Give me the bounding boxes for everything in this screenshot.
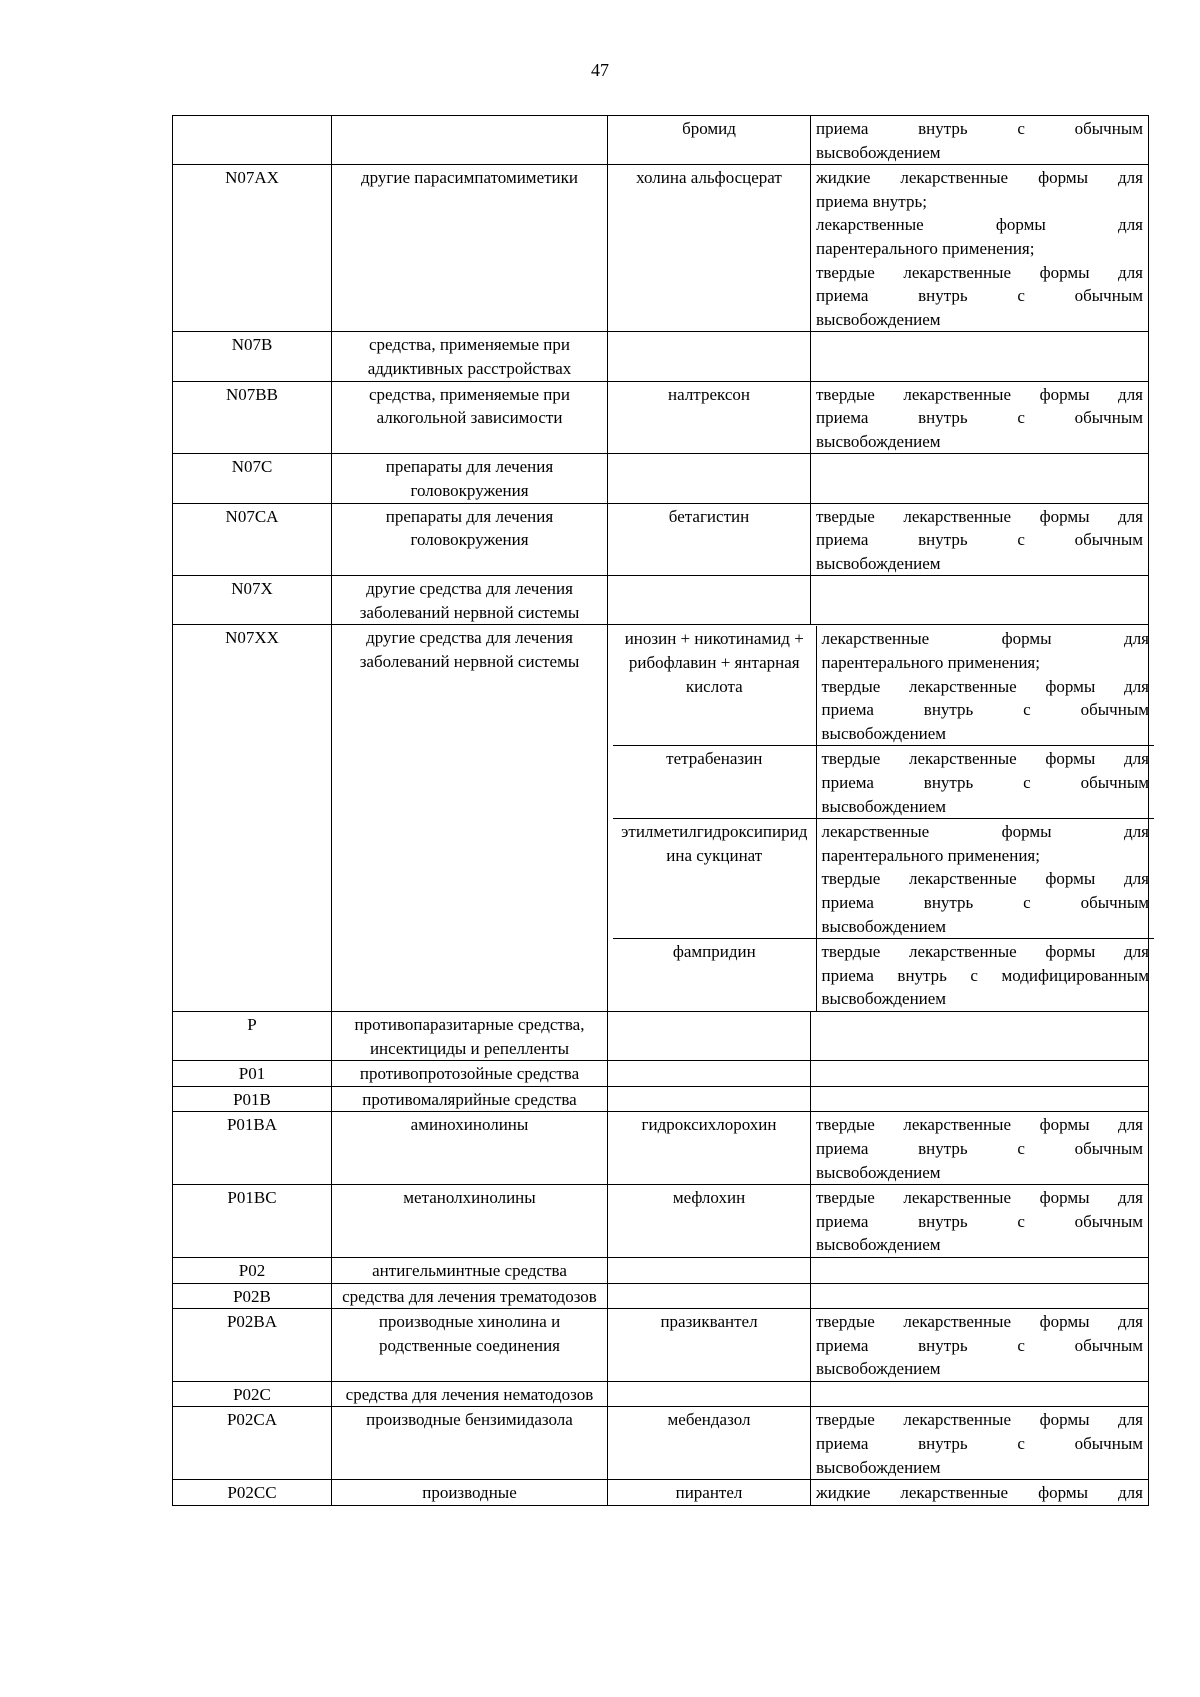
atc-group-cell: средства для лечения трематодозов: [332, 1283, 608, 1309]
dosage-form-line: твердые лекарственные формы для: [816, 1410, 1143, 1430]
dosage-form-line: твердые лекарственные формы для: [816, 262, 1143, 282]
dosage-forms-cell: [811, 381, 1149, 454]
dosage-forms-cell: [811, 1381, 1149, 1407]
dosage-form-line: приема внутрь;: [816, 191, 927, 211]
table-row: [173, 625, 1149, 1012]
atc-group-cell: противопаразитарные средства, инсектициды и репелленты: [332, 1011, 608, 1060]
table-row: [173, 1185, 1149, 1258]
table-row: [173, 1381, 1149, 1407]
dosage-form-line: приема внутрь с обычным: [816, 1138, 1143, 1158]
dosage-form-line: высвобождением: [821, 989, 947, 1009]
dosage-forms-cell: [811, 116, 1149, 165]
atc-group-cell: средства, применяемые при аддиктивных расстройствах: [332, 332, 608, 381]
atc-group-cell: другие средства для лечения заболеваний нервной системы: [332, 625, 608, 1012]
table-row: [173, 332, 1149, 381]
atc-group-cell: средства, применяемые при алкогольной зависимости: [332, 381, 608, 454]
dosage-forms-cell: [811, 332, 1149, 381]
dosage-form-line: приема внутрь с обычным: [816, 1434, 1143, 1454]
atc-code-cell: N07XX: [173, 625, 332, 1012]
drug-name-cell: [608, 1257, 811, 1283]
drug-name-cell: [608, 1283, 811, 1309]
table-row: [173, 1112, 1149, 1185]
dosage-form-line: высвобождением: [816, 1235, 941, 1255]
dosage-form-line: парентерального применения;: [821, 845, 1040, 865]
atc-group-cell: метанолхинолины: [332, 1185, 608, 1258]
dosage-forms-cell: [811, 454, 1149, 503]
dosage-form-line: лекарственные формы для: [816, 215, 1143, 235]
atc-group-cell: другие парасимпатомиметики: [332, 165, 608, 332]
table-body: [173, 116, 1149, 1506]
dosage-form-line: приема внутрь с обычным: [816, 408, 1143, 428]
atc-code-cell: P02C: [173, 1381, 332, 1407]
dosage-form-line: высвобождением: [816, 1359, 941, 1379]
table-row: [173, 1407, 1149, 1480]
atc-group-cell: аминохинолины: [332, 1112, 608, 1185]
dosage-form-line: высвобождением: [816, 1162, 941, 1182]
dosage-form-line: приема внутрь с модифицированным: [821, 965, 1149, 985]
dosage-form-line: твердые лекарственные формы для: [816, 384, 1143, 404]
dosage-forms-cell: [811, 1283, 1149, 1309]
dosage-forms-cell: [816, 626, 1154, 745]
drug-name-cell: [608, 1061, 811, 1087]
atc-code-cell: P01BC: [173, 1185, 332, 1258]
dosage-form-line: лекарственные формы для: [821, 629, 1149, 649]
dosage-form-line: высвобождением: [816, 1457, 941, 1477]
table-row: [173, 116, 1149, 165]
atc-code-cell: N07B: [173, 332, 332, 381]
atc-group-cell: производные бензимидазола: [332, 1407, 608, 1480]
drug-name-cell: холина альфосцерат: [608, 165, 811, 332]
atc-group-cell: средства для лечения нематодозов: [332, 1381, 608, 1407]
atc-group-cell: препараты для лечения головокружения: [332, 503, 608, 576]
dosage-forms-cell: [816, 746, 1154, 819]
dosage-form-line: твердые лекарственные формы для: [816, 1115, 1143, 1135]
drug-name-cell: тетрабеназин: [613, 746, 816, 819]
atc-group-cell: противомалярийные средства: [332, 1086, 608, 1112]
drug-name-cell: налтрексон: [608, 381, 811, 454]
drug-name-cell: празиквантел: [608, 1309, 811, 1382]
drug-name-cell: мефлохин: [608, 1185, 811, 1258]
table-row: [173, 503, 1149, 576]
dosage-form-line: твердые лекарственные формы для: [816, 1312, 1143, 1332]
atc-group-cell: противопротозойные средства: [332, 1061, 608, 1087]
atc-code-cell: N07C: [173, 454, 332, 503]
dosage-forms-cell: [811, 1185, 1149, 1258]
dosage-form-line: высвобождением: [816, 553, 941, 573]
atc-group-cell: производные хинолина и родственные соединения: [332, 1309, 608, 1382]
atc-group-cell: [332, 116, 608, 165]
dosage-form-line: парентерального применения;: [821, 653, 1040, 673]
dosage-forms-cell: [811, 1407, 1149, 1480]
dosage-form-line: высвобождением: [816, 431, 941, 451]
drug-name-cell: [608, 1011, 811, 1060]
drug-name-cell: [608, 332, 811, 381]
drug-entries-cell: [608, 625, 1149, 1012]
dosage-forms-cell: [811, 576, 1149, 625]
drug-entry-row: [613, 626, 1154, 745]
dosage-form-line: высвобождением: [816, 142, 941, 162]
atc-code-cell: P02B: [173, 1283, 332, 1309]
atc-code-cell: N07CA: [173, 503, 332, 576]
table-row: [173, 576, 1149, 625]
atc-group-cell: антигельминтные средства: [332, 1257, 608, 1283]
atc-code-cell: P02CC: [173, 1480, 332, 1506]
drug-entries-table: [613, 626, 1154, 1011]
table-row: [173, 1257, 1149, 1283]
drug-table: [172, 115, 1149, 1506]
table-row: [173, 1309, 1149, 1382]
atc-group-cell: производные: [332, 1480, 608, 1506]
atc-code-cell: N07AX: [173, 165, 332, 332]
table-row: [173, 1480, 1149, 1506]
drug-name-cell: этилметилгидроксипиридина сукцинат: [613, 819, 816, 939]
dosage-forms-cell: [811, 1480, 1149, 1506]
atc-code-cell: N07X: [173, 576, 332, 625]
dosage-form-line: высвобождением: [821, 723, 947, 743]
dosage-form-line: твердые лекарственные формы для: [821, 676, 1149, 696]
page-number: 47: [591, 60, 609, 80]
dosage-form-line: приема внутрь с обычным: [821, 773, 1149, 793]
drug-entry-row: [613, 939, 1154, 1011]
drug-name-cell: фампридин: [613, 939, 816, 1011]
dosage-form-line: приема внутрь с обычным: [816, 119, 1143, 138]
dosage-forms-cell: [811, 503, 1149, 576]
dosage-form-line: парентерального применения;: [816, 238, 1035, 258]
drug-name-cell: [608, 1086, 811, 1112]
dosage-form-line: приема внутрь с обычным: [816, 530, 1143, 550]
dosage-form-line: твердые лекарственные формы для: [821, 869, 1149, 889]
atc-code-cell: P02CA: [173, 1407, 332, 1480]
dosage-form-line: жидкие лекарственные формы для: [816, 1483, 1143, 1503]
drug-name-cell: бромид: [608, 116, 811, 165]
drug-name-cell: пирантел: [608, 1480, 811, 1506]
dosage-form-line: жидкие лекарственные формы для: [816, 168, 1143, 188]
dosage-form-line: приема внутрь с обычным: [816, 286, 1143, 306]
dosage-form-line: приема внутрь с обычным: [821, 700, 1149, 720]
dosage-forms-cell: [811, 1086, 1149, 1112]
dosage-form-line: высвобождением: [821, 916, 947, 936]
atc-group-cell: другие средства для лечения заболеваний нервной системы: [332, 576, 608, 625]
dosage-form-line: приема внутрь с обычным: [821, 893, 1149, 912]
dosage-form-line: высвобождением: [816, 309, 941, 329]
atc-code-cell: N07BB: [173, 381, 332, 454]
drug-name-cell: [608, 1381, 811, 1407]
drug-name-cell: гидроксихлорохин: [608, 1112, 811, 1185]
dosage-forms-cell: [811, 165, 1149, 332]
dosage-forms-cell: [811, 1061, 1149, 1087]
atc-code-cell: P02: [173, 1257, 332, 1283]
dosage-form-line: высвобождением: [821, 796, 947, 816]
atc-code-cell: P01BA: [173, 1112, 332, 1185]
atc-code-cell: P01B: [173, 1086, 332, 1112]
dosage-forms-cell: [811, 1309, 1149, 1382]
drug-entry-row: [613, 819, 1154, 939]
drug-entry-row: [613, 746, 1154, 819]
dosage-forms-cell: [811, 1011, 1149, 1060]
dosage-forms-cell: [816, 819, 1154, 939]
atc-code-cell: P01: [173, 1061, 332, 1087]
dosage-forms-cell: [811, 1257, 1149, 1283]
table-row: [173, 381, 1149, 454]
drug-name-cell: инозин + никотинамид + рибофлавин + янтарная кислота: [613, 626, 816, 745]
dosage-forms-cell: [816, 939, 1154, 1011]
atc-code-cell: P02BA: [173, 1309, 332, 1382]
dosage-form-line: лекарственные формы для: [821, 822, 1149, 842]
atc-code-cell: [173, 116, 332, 165]
drug-name-cell: [608, 576, 811, 625]
drug-name-cell: бетагистин: [608, 503, 811, 576]
atc-code-cell: P: [173, 1011, 332, 1060]
table-row: [173, 165, 1149, 332]
dosage-form-line: приема внутрь с обычным: [816, 1211, 1143, 1231]
table-row: [173, 1061, 1149, 1087]
dosage-form-line: твердые лекарственные формы для: [816, 1188, 1143, 1208]
table-row: [173, 1283, 1149, 1309]
dosage-form-line: твердые лекарственные формы для: [816, 506, 1143, 526]
dosage-form-line: твердые лекарственные формы для: [821, 749, 1149, 769]
drug-name-cell: [608, 454, 811, 503]
drug-name-cell: мебендазол: [608, 1407, 811, 1480]
dosage-form-line: твердые лекарственные формы для: [821, 942, 1149, 962]
atc-group-cell: препараты для лечения головокружения: [332, 454, 608, 503]
dosage-form-line: приема внутрь с обычным: [816, 1335, 1143, 1355]
table-row: [173, 454, 1149, 503]
table-row: [173, 1086, 1149, 1112]
table-row: [173, 1011, 1149, 1060]
dosage-forms-cell: [811, 1112, 1149, 1185]
